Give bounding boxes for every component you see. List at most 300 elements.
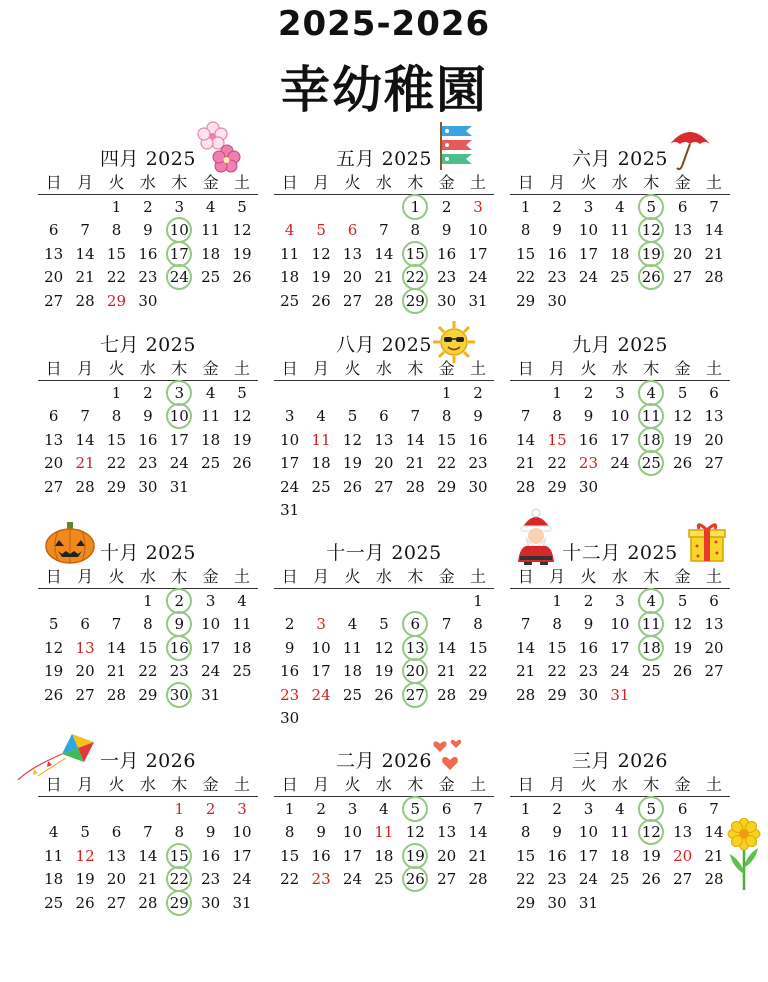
calendar-day: 5: [237, 197, 247, 216]
weekday-label: 日: [45, 775, 62, 794]
calendar-day: 27: [44, 291, 64, 310]
calendar-day: 8: [473, 615, 483, 634]
calendar-day: 22: [547, 662, 567, 681]
calendar-day: 13: [673, 221, 693, 240]
weekday-label: 日: [517, 173, 534, 192]
weekday-label: 月: [77, 359, 94, 378]
calendar-day: 11: [342, 638, 363, 657]
calendar-day: 7: [441, 615, 452, 634]
calendar-day: 12: [232, 221, 252, 240]
calendar-day: 16: [578, 638, 599, 657]
weekday-label: 木: [407, 359, 424, 378]
calendar-day: 29: [468, 685, 488, 704]
calendar-day: 14: [437, 638, 457, 657]
calendar-day: 28: [704, 268, 724, 287]
calendar-day: 29: [547, 685, 567, 704]
calendar-day: 19: [44, 662, 64, 681]
calendar-day: 19: [673, 638, 693, 657]
weekday-label: 木: [407, 775, 424, 794]
weekday-label: 土: [470, 359, 487, 378]
calendar-day: 25: [636, 452, 667, 476]
weekday-label: 火: [344, 359, 361, 378]
calendar-day: 12: [44, 638, 64, 657]
calendar-day: 2: [583, 383, 594, 402]
weekday-label: 水: [139, 173, 156, 192]
calendar-day: 7: [111, 615, 122, 634]
calendar-day: 2: [316, 799, 326, 818]
calendar-day: 17: [342, 846, 363, 865]
weekday-label: 水: [611, 173, 628, 192]
weekday-label: 木: [407, 173, 424, 192]
empty-cell: [38, 195, 69, 219]
calendar-day: 7: [143, 823, 153, 842]
calendar-day: 6: [48, 221, 59, 240]
empty-cell: [132, 797, 163, 821]
weekday-label: 日: [517, 359, 534, 378]
calendar-day: 3: [473, 197, 483, 216]
calendar-day: 8: [111, 407, 122, 426]
calendar-day: 17: [201, 638, 221, 657]
calendar-day: 19: [232, 430, 252, 449]
calendar-day: 3: [347, 799, 358, 818]
calendar-day: 16: [437, 244, 457, 263]
calendar-day: 1: [552, 591, 562, 610]
weekday-label: 月: [313, 567, 330, 586]
calendar-day: 25: [610, 268, 630, 287]
calendar-day: 13: [106, 846, 127, 865]
calendar-day: 2: [205, 799, 216, 818]
calendar-day: 20: [704, 638, 724, 657]
calendar-day: 9: [316, 823, 326, 842]
calendar-day: 5: [80, 823, 90, 842]
calendar-day: 1: [400, 195, 431, 219]
calendar-day: 18: [610, 244, 630, 263]
calendar-day: 4: [284, 221, 295, 240]
calendar-day: 5: [636, 195, 667, 219]
calendar-day: 21: [437, 662, 457, 681]
weekday-label: 水: [139, 359, 156, 378]
calendar-day: 22: [280, 870, 300, 889]
calendar-day: 10: [232, 823, 252, 842]
calendar-day: 3: [316, 615, 326, 634]
calendar-day: 27: [44, 477, 64, 496]
calendar-day: 8: [284, 823, 295, 842]
calendar-day: 31: [201, 685, 221, 704]
calendar-day: 27: [342, 291, 363, 310]
calendar-day: 5: [237, 383, 247, 402]
calendar-day: 12: [232, 407, 252, 426]
calendar-day: 13: [437, 823, 457, 842]
calendar-day: 24: [201, 662, 221, 681]
calendar-day: 30: [280, 709, 300, 728]
calendar-day: 30: [164, 683, 195, 707]
calendar-day: 28: [516, 477, 536, 496]
calendar-day: 7: [473, 799, 483, 818]
calendar-day: 20: [704, 430, 724, 449]
calendar-day: 20: [106, 870, 127, 889]
empty-cell: [305, 381, 336, 405]
calendar-day: 3: [174, 197, 185, 216]
month-title: 十二月 2025: [562, 542, 678, 564]
calendar-day: 28: [516, 685, 536, 704]
weekday-label: 火: [580, 173, 597, 192]
day-grid: [510, 195, 730, 313]
calendar-day: 7: [709, 197, 719, 216]
weekday-label: 火: [580, 359, 597, 378]
weekday-label: 金: [202, 775, 219, 794]
calendar-day: 26: [374, 685, 394, 704]
empty-cell: [368, 589, 399, 613]
calendar-day: 9: [583, 615, 594, 634]
weekday-label: 日: [517, 567, 534, 586]
weekday-header: [510, 172, 730, 195]
weekday-label: 日: [45, 567, 62, 586]
calendar-day: 4: [237, 591, 247, 610]
month-november: [274, 540, 494, 730]
calendar-day: 27: [400, 683, 431, 707]
santa-icon: [510, 508, 562, 566]
calendar-day: 26: [311, 291, 331, 310]
calendar-day: 13: [673, 823, 693, 842]
empty-cell: [510, 589, 541, 613]
weekday-label: 土: [234, 173, 251, 192]
calendar-day: 19: [374, 662, 394, 681]
calendar-day: 2: [143, 197, 153, 216]
calendar-day: 11: [610, 823, 630, 842]
calendar-day: 27: [106, 893, 127, 912]
calendar-day: 24: [578, 870, 599, 889]
calendar-day: 25: [232, 662, 252, 681]
calendar-day: 28: [468, 870, 488, 889]
calendar-day: 3: [615, 383, 625, 402]
calendar-day: 18: [374, 846, 394, 865]
calendar-day: 26: [636, 266, 667, 290]
calendar-day: 10: [311, 638, 331, 657]
calendar-day: 30: [138, 291, 158, 310]
empty-cell: [69, 195, 100, 219]
calendar-day: 10: [164, 405, 195, 429]
weekday-label: 日: [281, 173, 298, 192]
weekday-label: 火: [580, 775, 597, 794]
calendar-day: 24: [578, 268, 599, 287]
calendar-day: 15: [547, 430, 567, 449]
month-march: [510, 748, 730, 915]
calendar-day: 11: [201, 221, 221, 240]
weekday-label: 木: [643, 775, 660, 794]
empty-cell: [368, 195, 399, 219]
calendar-day: 19: [342, 454, 363, 473]
calendar-day: 13: [342, 244, 363, 263]
weekday-label: 金: [674, 359, 691, 378]
calendar-day: 6: [400, 613, 431, 637]
calendar-day: 25: [374, 870, 394, 889]
calendar-day: 4: [205, 197, 216, 216]
calendar-day: 8: [552, 615, 562, 634]
calendar-day: 22: [516, 268, 536, 287]
calendar-day: 21: [704, 846, 724, 865]
weekday-label: 水: [611, 359, 628, 378]
calendar-day: 25: [201, 454, 221, 473]
empty-cell: [400, 381, 431, 405]
day-grid: [38, 381, 258, 499]
calendar-day: 15: [106, 430, 127, 449]
empty-cell: [337, 589, 368, 613]
calendar-day: 24: [232, 870, 252, 889]
calendar-day: 14: [704, 823, 724, 842]
calendar-day: 6: [48, 407, 59, 426]
weekday-label: 金: [202, 173, 219, 192]
calendar-day: 28: [437, 685, 457, 704]
calendar-day: 2: [441, 197, 452, 216]
calendar-day: 4: [347, 615, 358, 634]
calendar-day: 19: [75, 870, 95, 889]
calendar-day: 14: [75, 244, 95, 263]
calendar-day: 3: [164, 381, 195, 405]
calendar-day: 17: [311, 662, 331, 681]
calendar-day: 14: [138, 846, 158, 865]
empty-cell: [368, 381, 399, 405]
weekday-label: 月: [549, 567, 566, 586]
weekday-label: 日: [281, 775, 298, 794]
calendar-day: 15: [164, 844, 195, 868]
calendar-day: 17: [232, 846, 252, 865]
calendar-day: 30: [578, 477, 599, 496]
month-title: 八月 2025: [336, 334, 432, 356]
calendar-day: 20: [342, 268, 363, 287]
calendar-day: 3: [583, 799, 594, 818]
day-grid: [510, 797, 730, 915]
flower-icon: [724, 818, 764, 892]
weekday-label: 月: [77, 775, 94, 794]
empty-cell: [305, 589, 336, 613]
calendar-day: 22: [106, 268, 127, 287]
calendar-day: 17: [280, 454, 300, 473]
calendar-day: 1: [284, 799, 295, 818]
day-grid: [274, 381, 494, 522]
calendar-day: 16: [547, 244, 567, 263]
empty-cell: [400, 589, 431, 613]
calendar-day: 28: [75, 291, 95, 310]
calendar-day: 15: [280, 846, 300, 865]
calendar-day: 26: [342, 477, 363, 496]
weekday-label: 月: [313, 359, 330, 378]
calendar-day: 9: [473, 407, 483, 426]
calendar-day: 10: [578, 823, 599, 842]
calendar-day: 19: [673, 430, 693, 449]
calendar-day: 18: [44, 870, 64, 889]
calendar-day: 6: [347, 221, 358, 240]
calendar-day: 21: [704, 244, 724, 263]
month-title: 九月 2025: [572, 334, 668, 356]
calendar-day: 26: [641, 870, 661, 889]
calendar-day: 16: [201, 846, 221, 865]
calendar-day: 31: [610, 685, 630, 704]
empty-cell: [69, 589, 100, 613]
calendar-day: 21: [516, 662, 536, 681]
calendar-day: 24: [164, 266, 195, 290]
calendar-day: 28: [75, 477, 95, 496]
calendar-day: 16: [468, 430, 488, 449]
calendar-day: 13: [704, 407, 724, 426]
empty-cell: [38, 381, 69, 405]
empty-cell: [510, 381, 541, 405]
month-title: 十月 2025: [100, 542, 196, 564]
weekday-label: 土: [706, 173, 723, 192]
calendar-day: 29: [547, 477, 567, 496]
calendar-day: 24: [280, 477, 300, 496]
calendar-day: 26: [44, 685, 64, 704]
calendar-day: 17: [578, 846, 599, 865]
weekday-label: 木: [407, 567, 424, 586]
calendar-day: 9: [441, 221, 452, 240]
weekday-label: 日: [281, 567, 298, 586]
calendar-day: 4: [48, 823, 59, 842]
calendar-day: 24: [342, 870, 363, 889]
weekday-label: 金: [674, 567, 691, 586]
weekday-label: 金: [438, 359, 455, 378]
month-title: 七月 2025: [100, 334, 196, 356]
calendar-day: 27: [673, 870, 693, 889]
calendar-day: 23: [169, 662, 189, 681]
calendar-day: 20: [673, 846, 693, 865]
calendar-day: 26: [75, 893, 95, 912]
weekday-label: 木: [643, 173, 660, 192]
weekday-label: 月: [77, 567, 94, 586]
empty-cell: [69, 797, 100, 821]
calendar-day: 27: [75, 685, 95, 704]
calendar-day: 9: [143, 221, 153, 240]
calendar-day: 18: [636, 428, 667, 452]
calendar-day: 10: [164, 219, 195, 243]
calendar-day: 22: [516, 870, 536, 889]
calendar-day: 27: [374, 477, 394, 496]
weekday-label: 日: [517, 775, 534, 794]
calendar-day: 17: [610, 638, 630, 657]
calendar-day: 1: [111, 383, 122, 402]
calendar-day: 6: [677, 197, 688, 216]
calendar-day: 30: [201, 893, 221, 912]
calendar-day: 13: [75, 638, 95, 657]
calendar-day: 6: [111, 823, 122, 842]
empty-cell: [38, 589, 69, 613]
calendar-day: 30: [578, 685, 599, 704]
calendar-day: 17: [164, 242, 195, 266]
calendar-day: 25: [201, 268, 221, 287]
calendar-day: 18: [201, 430, 221, 449]
weekday-label: 水: [611, 567, 628, 586]
calendar-day: 29: [164, 891, 195, 915]
calendar-day: 11: [44, 846, 64, 865]
weekday-header: [510, 774, 730, 797]
calendar-day: 22: [106, 454, 127, 473]
calendar-day: 15: [516, 244, 536, 263]
calendar-day: 2: [284, 615, 295, 634]
calendar-day: 23: [280, 685, 300, 704]
calendar-day: 28: [405, 477, 425, 496]
calendar-day: 12: [405, 823, 425, 842]
calendar-day: 29: [106, 477, 127, 496]
calendar-day: 10: [578, 221, 599, 240]
calendar-day: 23: [468, 454, 488, 473]
calendar-day: 22: [138, 662, 158, 681]
calendar-day: 12: [673, 407, 693, 426]
calendar-day: 3: [284, 407, 295, 426]
calendar-day: 2: [552, 799, 562, 818]
calendar-day: 11: [610, 221, 630, 240]
day-grid: [38, 797, 258, 915]
weekday-label: 土: [706, 775, 723, 794]
calendar-day: 25: [641, 662, 661, 681]
weekday-header: [274, 172, 494, 195]
calendar-day: 30: [547, 893, 567, 912]
calendar-day: 22: [547, 454, 567, 473]
calendar-day: 22: [468, 662, 488, 681]
calendar-day: 7: [520, 615, 531, 634]
weekday-label: 土: [234, 567, 251, 586]
calendar-day: 31: [280, 501, 300, 520]
calendar-day: 18: [232, 638, 252, 657]
calendar-day: 27: [673, 268, 693, 287]
calendar-day: 15: [437, 430, 457, 449]
calendar-day: 6: [379, 407, 389, 426]
calendar-day: 31: [468, 291, 488, 310]
calendar-day: 20: [437, 846, 457, 865]
weekday-label: 土: [470, 173, 487, 192]
calendar-day: 16: [164, 636, 195, 660]
calendar-day: 31: [578, 893, 599, 912]
calendar-day: 13: [704, 615, 724, 634]
calendar-day: 20: [75, 662, 95, 681]
empty-cell: [274, 589, 305, 613]
weekday-label: 木: [171, 173, 188, 192]
calendar-day: 14: [704, 221, 724, 240]
calendar-day: 28: [138, 893, 158, 912]
calendar-day: 14: [374, 244, 394, 263]
calendar-day: 8: [520, 823, 531, 842]
calendar-day: 31: [169, 477, 189, 496]
weekday-label: 金: [674, 775, 691, 794]
calendar-day: 26: [232, 454, 252, 473]
month-july: [38, 332, 258, 499]
month-october: [38, 540, 258, 707]
calendar-day: 14: [516, 430, 536, 449]
calendar-day: 23: [437, 268, 457, 287]
calendar-day: 23: [547, 268, 567, 287]
calendar-day: 27: [704, 662, 724, 681]
calendar-day: 13: [400, 636, 431, 660]
calendar-day: 23: [578, 662, 599, 681]
calendar-day: 3: [583, 197, 594, 216]
empty-cell: [101, 797, 132, 821]
calendar-day: 23: [547, 870, 567, 889]
calendar-day: 14: [405, 430, 425, 449]
calendar-day: 27: [437, 870, 457, 889]
calendar-day: 9: [284, 638, 295, 657]
calendar-day: 4: [316, 407, 326, 426]
weekday-label: 日: [45, 359, 62, 378]
calendar-day: 7: [709, 799, 719, 818]
calendar-day: 16: [578, 430, 599, 449]
calendar-day: 4: [615, 197, 625, 216]
weekday-header: [38, 358, 258, 381]
calendar-day: 11: [201, 407, 221, 426]
weekday-label: 木: [643, 359, 660, 378]
calendar-day: 11: [636, 405, 667, 429]
calendar-day: 28: [374, 291, 394, 310]
calendar-day: 20: [374, 454, 394, 473]
weekday-label: 水: [139, 567, 156, 586]
weekday-label: 金: [438, 173, 455, 192]
